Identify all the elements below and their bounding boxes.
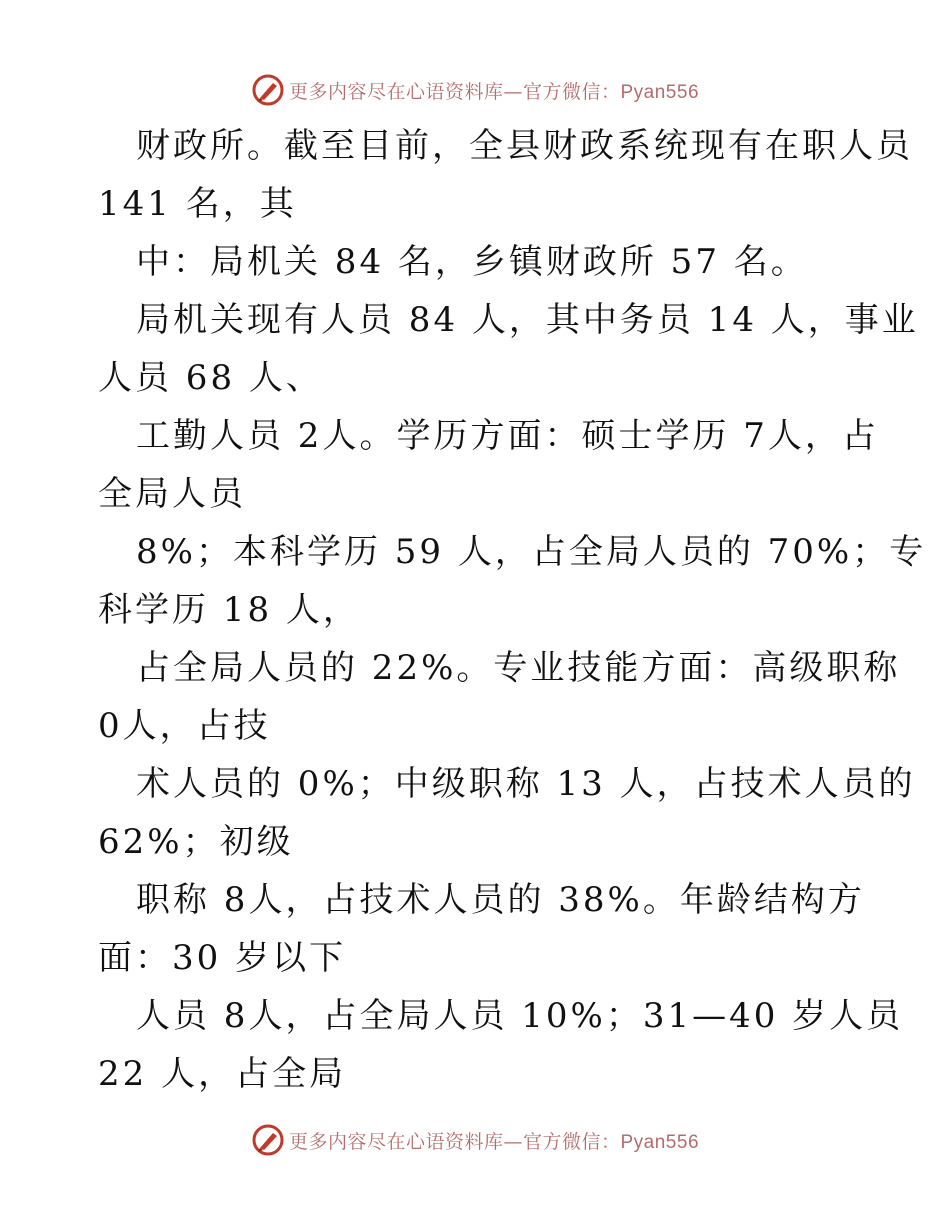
text-line: 8%；本科学历 59 人，占全局人员的 70%；专 [136,532,927,572]
text-line: 中：局机关 84 名，乡镇财政所 57 名。 [136,242,808,282]
text-line: 科学历 18 人， [98,590,360,630]
text-line: 62%；初级 [98,822,294,862]
text-line: 工勤人员 2人。学历方面：硕士学历 7人，占 [136,416,879,456]
watermark-wechat-id: Pyan556 [620,1131,700,1153]
watermark-wechat-id: Pyan556 [620,81,700,103]
text-line: 全局人员 [98,474,246,514]
pen-logo-icon [251,73,285,107]
text-line: 0人，占技 [98,706,271,746]
watermark-text: 更多内容尽在心语资料库—官方微信：Pyan556 [288,1130,700,1153]
text-line: 术人员的 0%；中级职称 13 人，占技术人员的 [136,764,916,804]
text-line: 人员 68 人、 [98,358,323,398]
text-line: 22 人，占全局 [98,1054,347,1094]
text-line: 人员 8人，占全局人员 10%；31—40 岁人员 [136,996,904,1036]
text-line: 职称 8人，占技术人员的 38%。年龄结构方 [136,880,865,920]
watermark-text: 更多内容尽在心语资料库—官方微信：Pyan556 [288,80,700,103]
text-line: 局机关现有人员 84 人，其中务员 14 人，事业 [136,300,919,340]
text-line: 财政所。截至目前，全县财政系统现有在职人员 [136,126,913,166]
text-line: 141 名，其 [98,184,297,224]
footer-watermark [0,1120,950,1160]
text-line: 占全局人员的 22%。专业技能方面：高级职称 [136,648,901,688]
pen-logo-icon [251,1123,285,1157]
header-watermark [0,70,950,110]
text-line: 面：30 岁以下 [98,938,347,978]
document-body [98,117,927,1103]
